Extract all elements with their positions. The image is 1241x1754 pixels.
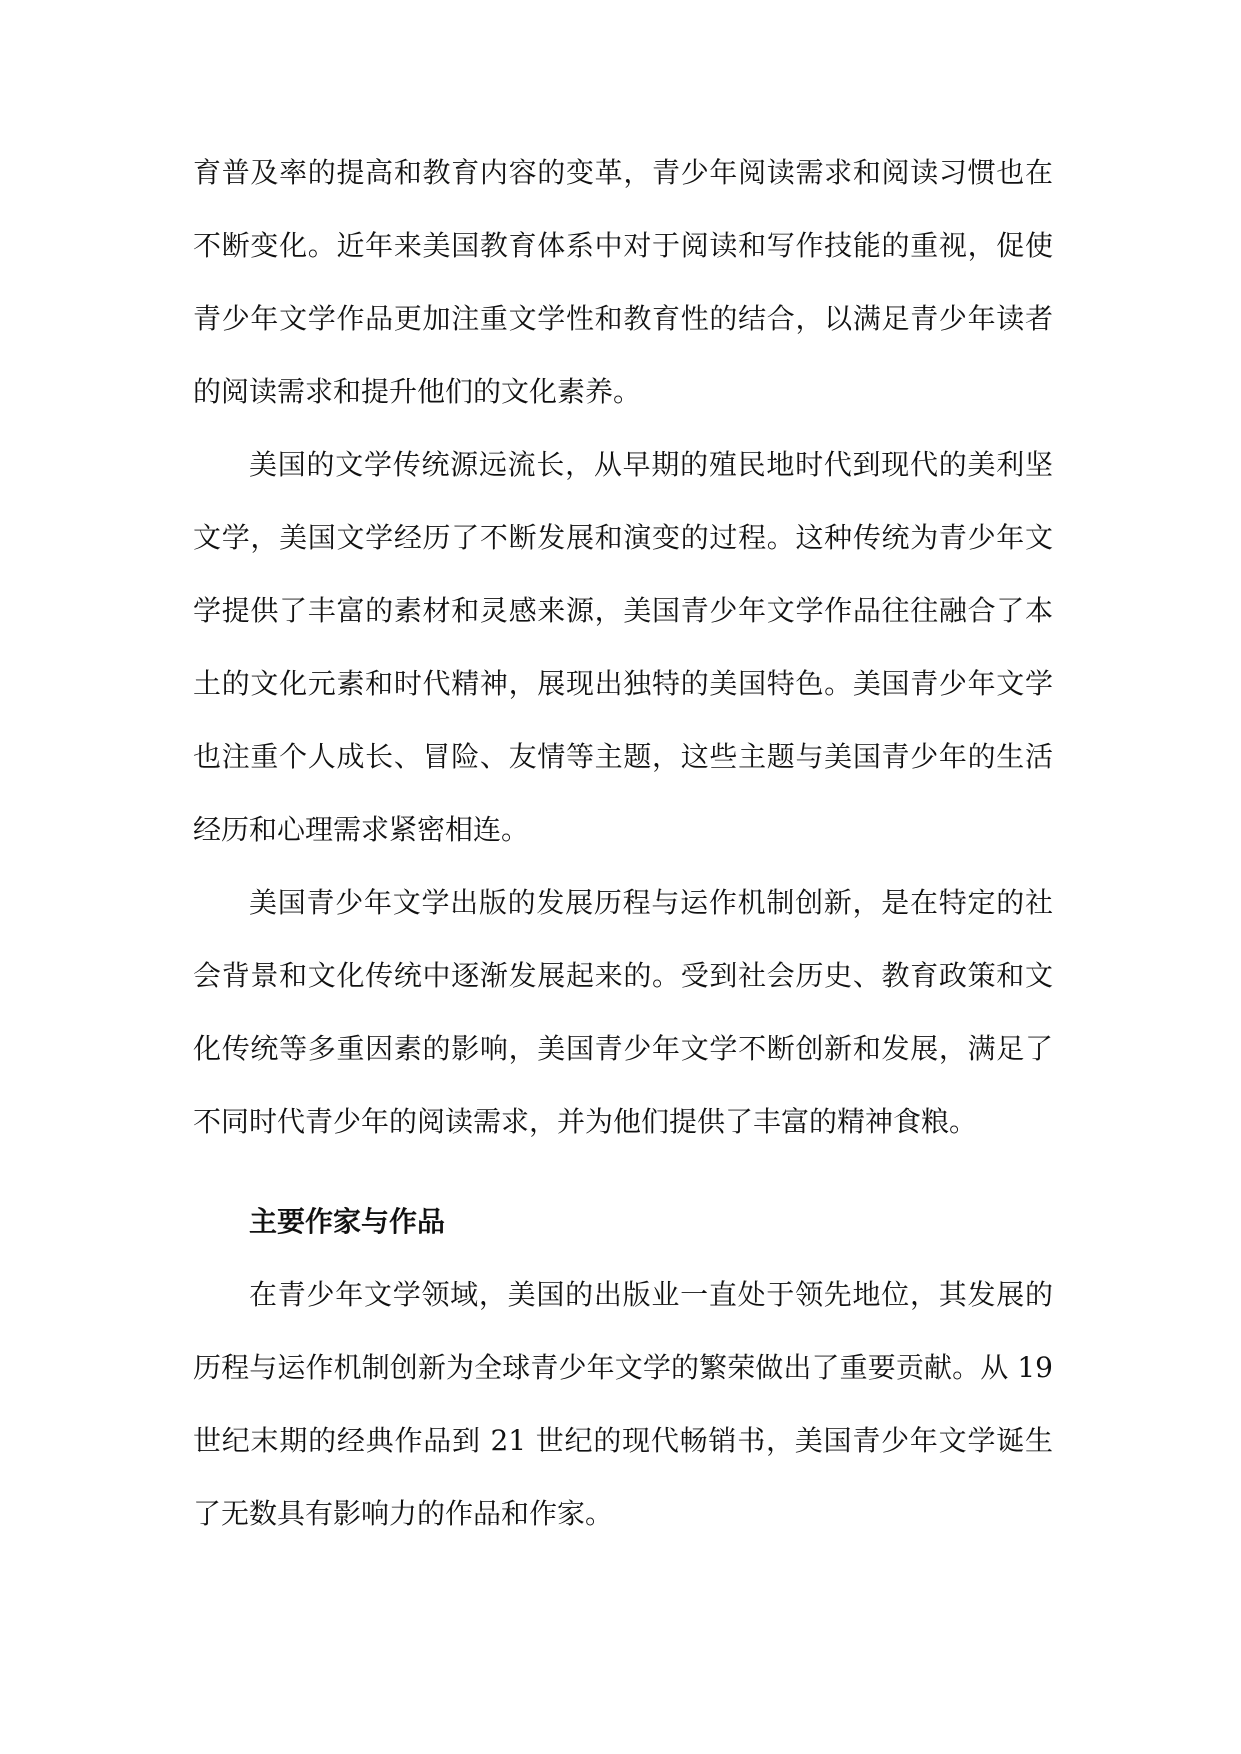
document-body	[193, 136, 1053, 1550]
paragraph-literary-tradition: 美国的文学传统源远流长，从早期的殖民地时代到现代的美利坚文学，美国文学经历了不断发展和演变的过程。这种传统为青少年文学提供了丰富的素材和灵感来源，美国青少年文学作品往往融合了本土的文化元素和时代精神，展现出独特的美国特色。美国青少年文学也注重个人成长、冒险、友情等主题，这些主题与美国青少年的生活经历和心理需求紧密相连。	[193, 448, 1053, 846]
paragraph-publishing-development: 美国青少年文学出版的发展历程与运作机制创新，是在特定的社会背景和文化传统中逐渐发展起来的。受到社会历史、教育政策和文化传统等多重因素的影响，美国青少年文学不断创新和发展，满足了不同时代青少年的阅读需求，并为他们提供了丰富的精神食粮。	[193, 886, 1053, 1138]
paragraph-continued: 育普及率的提高和教育内容的变革，青少年阅读需求和阅读习惯也在不断变化。近年来美国教育体系中对于阅读和写作技能的重视，促使青少年文学作品更加注重文学性和教育性的结合，以满足青少年读者的阅读需求和提升他们的文化素养。	[193, 156, 1053, 408]
paragraph-major-authors: 在青少年文学领域，美国的出版业一直处于领先地位，其发展的历程与运作机制创新为全球青少年文学的繁荣做出了重要贡献。从 19 世纪末期的经典作品到 21 世纪的现代畅销书，美国青少年文学诞生了无数具有影响力的作品和作家。	[193, 1278, 1053, 1530]
section-heading: 主要作家与作品	[249, 1205, 446, 1238]
